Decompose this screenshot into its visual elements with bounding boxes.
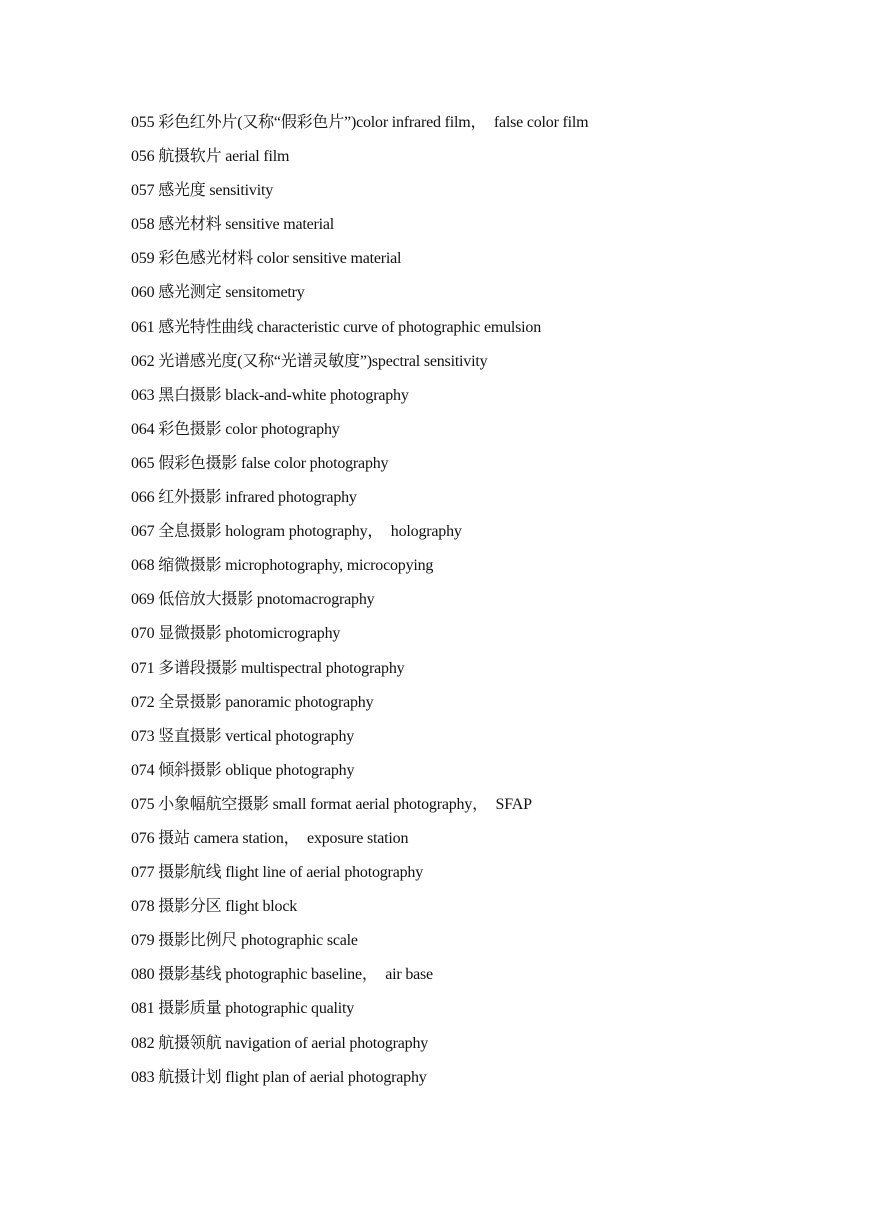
glossary-list — [131, 111, 831, 1100]
list-item — [131, 691, 831, 725]
entry-text: 摄影基线 photographic baseline， air base — [154, 966, 433, 984]
entry-text: 显微摄影 photomicrography — [154, 625, 341, 643]
list-item — [131, 657, 831, 691]
entry-number: 071 — [131, 659, 155, 677]
list-item — [131, 384, 831, 418]
entry-text: 航摄计划 flight plan of aerial photography — [154, 1068, 427, 1086]
entry-text: 全景摄影 panoramic photography — [154, 693, 374, 711]
list-item — [131, 861, 831, 895]
list-item — [131, 111, 831, 145]
entry-number: 067 — [131, 523, 155, 541]
entry-text: 感光度 sensitivity — [154, 182, 273, 200]
entry-text: 彩色摄影 color photography — [154, 420, 340, 438]
list-item — [131, 997, 831, 1031]
entry-text: 航摄领航 navigation of aerial photography — [154, 1034, 429, 1052]
entry-text: 红外摄影 infrared photography — [154, 489, 357, 507]
list-item — [131, 179, 831, 213]
entry-number: 075 — [131, 795, 155, 813]
entry-text: 摄影比例尺 photographic scale — [154, 932, 358, 950]
list-item — [131, 554, 831, 588]
list-item — [131, 281, 831, 315]
entry-text: 黑白摄影 black-and-white photography — [154, 386, 409, 404]
list-item — [131, 486, 831, 520]
entry-text: 感光测定 sensitometry — [154, 284, 305, 302]
entry-number: 074 — [131, 761, 155, 779]
entry-number: 066 — [131, 489, 155, 507]
entry-text: 彩色感光材料 color sensitive material — [154, 250, 402, 268]
entry-text: 感光特性曲线 characteristic curve of photographic emulsion — [154, 318, 542, 336]
entry-number: 083 — [131, 1068, 155, 1086]
entry-number: 056 — [131, 148, 155, 166]
list-item — [131, 1032, 831, 1066]
entry-number: 060 — [131, 284, 155, 302]
list-item — [131, 418, 831, 452]
list-item — [131, 1066, 831, 1100]
entry-number: 062 — [131, 352, 155, 370]
entry-text: 光谱感光度(又称“光谱灵敏度”)spectral sensitivity — [154, 352, 488, 370]
entry-number: 065 — [131, 454, 155, 472]
list-item — [131, 793, 831, 827]
entry-text: 全息摄影 hologram photography， holography — [154, 523, 462, 541]
list-item — [131, 247, 831, 281]
entry-text: 感光材料 sensitive material — [154, 216, 335, 234]
entry-text: 摄影分区 flight block — [154, 898, 298, 916]
list-item — [131, 622, 831, 656]
entry-text: 摄站 camera station， exposure station — [154, 829, 409, 847]
entry-text: 摄影航线 flight line of aerial photography — [154, 864, 423, 882]
entry-number: 058 — [131, 216, 155, 234]
list-item — [131, 145, 831, 179]
entry-number: 078 — [131, 898, 155, 916]
list-item — [131, 827, 831, 861]
entry-number: 069 — [131, 591, 155, 609]
entry-text: 缩微摄影 microphotography, microcopying — [154, 557, 434, 575]
entry-text: 竖直摄影 vertical photography — [154, 727, 355, 745]
list-item — [131, 452, 831, 486]
entry-number: 073 — [131, 727, 155, 745]
entry-text: 摄影质量 photographic quality — [154, 1000, 355, 1018]
list-item — [131, 929, 831, 963]
entry-text: 低倍放大摄影 pnotomacrography — [154, 591, 375, 609]
entry-number: 068 — [131, 557, 155, 575]
entry-number: 061 — [131, 318, 155, 336]
list-item — [131, 350, 831, 384]
entry-number: 057 — [131, 182, 155, 200]
entry-text: 航摄软片 aerial film — [154, 148, 290, 166]
entry-number: 076 — [131, 829, 155, 847]
entry-number: 055 — [131, 114, 155, 131]
entry-text: 倾斜摄影 oblique photography — [154, 761, 355, 779]
entry-number: 077 — [131, 864, 155, 882]
entry-number: 059 — [131, 250, 155, 268]
list-item — [131, 725, 831, 759]
list-item — [131, 759, 831, 793]
entry-number: 079 — [131, 932, 155, 950]
entry-number: 082 — [131, 1034, 155, 1052]
list-item — [131, 588, 831, 622]
entry-number: 064 — [131, 420, 155, 438]
entry-number: 070 — [131, 625, 155, 643]
list-item — [131, 895, 831, 929]
entry-text: 彩色红外片(又称“假彩色片”)color infrared film， false color film — [154, 114, 589, 131]
list-item — [131, 520, 831, 554]
entry-number: 063 — [131, 386, 155, 404]
entry-text: 多谱段摄影 multispectral photography — [154, 659, 405, 677]
list-item — [131, 316, 831, 350]
entry-number: 080 — [131, 966, 155, 984]
entry-number: 072 — [131, 693, 155, 711]
entry-text: 假彩色摄影 false color photography — [154, 454, 389, 472]
entry-text: 小象幅航空摄影 small format aerial photography， SFAP — [154, 795, 532, 813]
list-item — [131, 213, 831, 247]
entry-number: 081 — [131, 1000, 155, 1018]
list-item — [131, 963, 831, 997]
